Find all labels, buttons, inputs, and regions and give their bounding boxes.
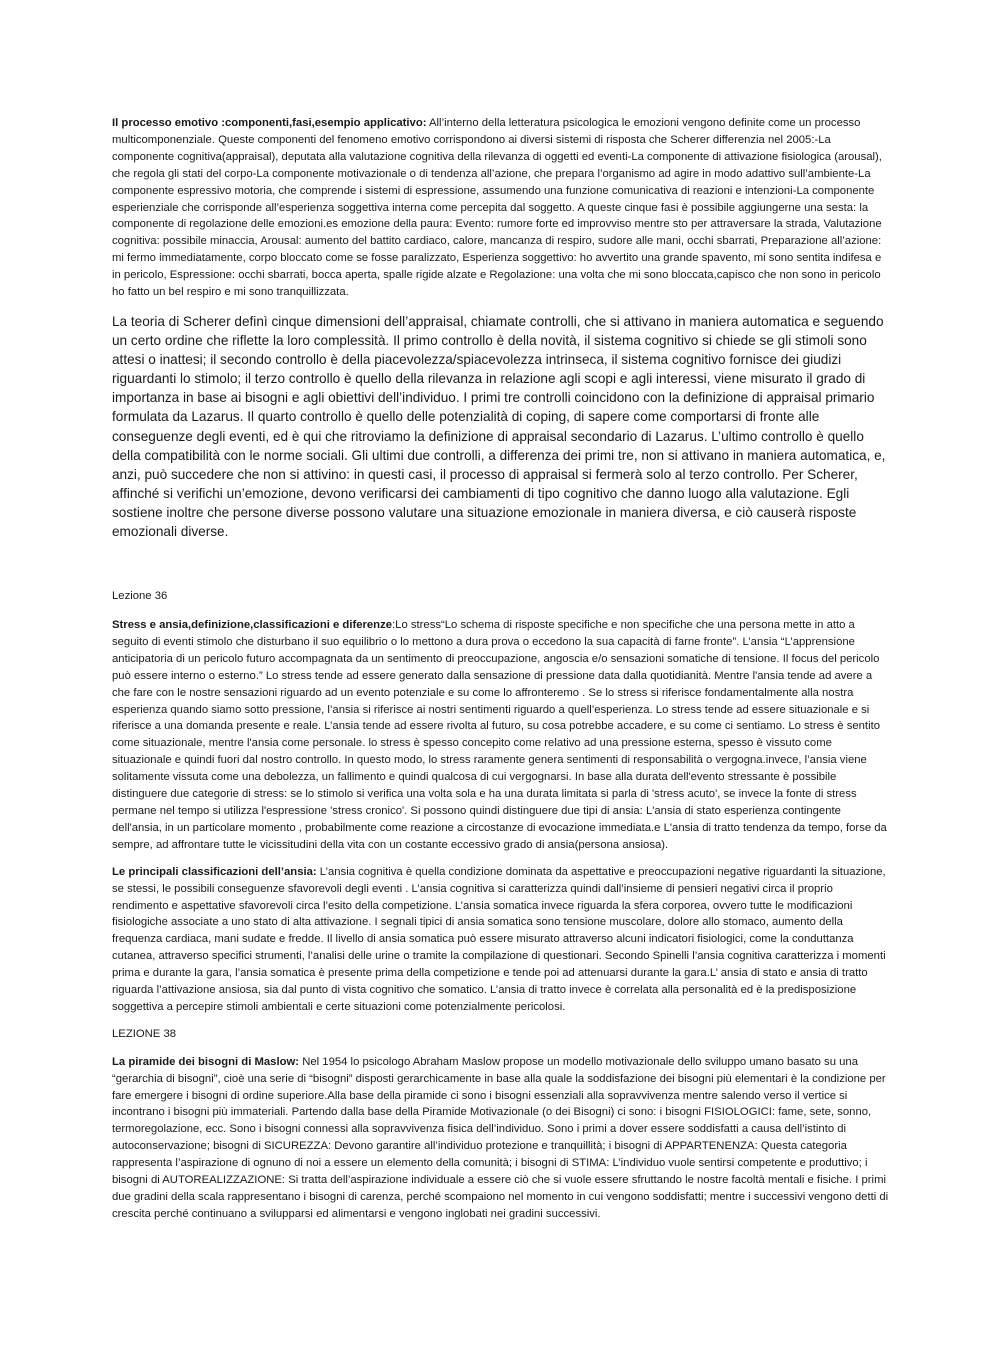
paragraph-scherer-theory: [112, 312, 890, 541]
lesson-heading-36: Lezione 36: [112, 590, 168, 603]
paragraph-title: La piramide dei bisogni di Maslow:: [112, 1055, 300, 1068]
paragraph-title: Le principali classificazioni dell’ansia:: [112, 865, 317, 878]
paragraph-body: Nel 1954 lo psicologo Abraham Maslow propose un modello motivazionale dello sviluppo umano basato su una “gerarchia di bisogni”, cioè una serie di “bisogni” disposti gerarchicamente in base alla quale la soddisfazione dei bisogni più elementari è la condizione per fare emergere i bisogni di ordine superiore.Alla base della piramide ci sono i bisogni essenziali alla sopravvivenza mentre salendo verso il vertice si incontrano i bisogni più immateriali. Partendo dalla base della Piramide Motivazionale (o dei Bisogni) ci sono: i bisogni FISIOLOGICI: fame, sete, sonno, termoregolazione, ecc. Sono i bisogni connessi alla sopravvivenza fisica dell’individuo. Sono i primi a dover essere soddisfatti a causa dell’istinto di autoconservazione; bisogni di SICUREZZA: Devono garantire all’individuo protezione e tranquillità; i bisogni di APPARTENENZA: Questa categoria rappresenta l’aspirazione di ognuno di noi a essere un elemento della comunità; i bisogni di STIMA: L’individuo vuole sentirsi competente e produttivo; i bisogni di AUTOREALIZZAZIONE: Si tratta dell’aspirazione individuale a essere ciò che si vuole essere sfruttando le nostre facoltà mentali e fisiche. I primi due gradini della scala rappresentano i bisogni di carenza, perché scompaiono nel momento in cui vengono soddisfatti; mentre i successivi vengono detti di crescita perché continuano a svilupparsi ed alimentarsi e vengono inglobati nei gradini successivi.: [112, 1055, 889, 1220]
paragraph-emotional-process: [112, 115, 890, 301]
paragraph-title: Il processo emotivo :componenti,fasi,esempio applicativo:: [112, 117, 427, 129]
paragraph-body: L’ansia cognitiva è quella condizione dominata da aspettative e preoccupazioni negative riguardanti la situazione, se stessi, le possibili conseguenze sfavorevoli degli eventi . L’ansia cognitiva si caratterizza quindi dall’insieme di pensieri negativi circa il proprio rendimento e aspettative sfavorevoli circa l’esito della competizione. L’ansia somatica invece riguarda la sfera corporea, ovvero tutte le modificazioni fisiologiche associate a uno stato di alta attivazione. I segnali tipici di ansia somatica sono tensione muscolare, dolore allo stomaco, aumento della frequenza cardiaca, mani sudate e fredde. Il livello di ansia somatica può essere misurato attraverso alcuni indicatori fisiologici, come la conduttanza cutanea, attraverso specifici strumenti, l’analisi delle urine o tramite la compilazione di questionari. Secondo Spinelli l’ansia cognitiva caratterizza i momenti prima e durante la gara, l’ansia somatica è presente prima della competizione e tende poi ad attenuarsi durante la gara.L’ ansia di stato e ansia di tratto riguarda l’attivazione ansiosa, sia dal punto di vista cognitivo che somatico. L’ansia di tratto invece è correlata alla personalità ed è la predisposizione soggettiva a percepire stimoli ambientali e certe situazioni come potenzialmente pericolosi.: [112, 865, 886, 1013]
paragraph-stress-anxiety: [112, 617, 890, 854]
paragraph-anxiety-classifications: [112, 864, 890, 1016]
paragraph-title: Stress e ansia,definizione,classificazioni e diferenze: [112, 619, 393, 631]
paragraph-maslow-pyramid: [112, 1054, 890, 1223]
lesson-heading-38: LEZIONE 38: [112, 1027, 177, 1040]
paragraph-body: La teoria di Scherer definì cinque dimensioni dell’appraisal, chiamate controlli, che si attivano in maniera automatica e seguendo un certo ordine che riflette la loro complessità. Il primo controllo è della novità, il sistema cognitivo si chiede se gli stimoli sono attesi o inattesi; il secondo controllo è della piacevolezza/spiacevolezza intrinseca, il sistema cognitivo fornisce dei giudizi riguardanti lo stimolo; il terzo controllo è quello della rilevanza in relazione agli scopi e agli interessi, viene misurato il grado di importanza in base ai bisogni e agli obiettivi dell’individuo. I primi tre controlli coincidono con la definizione di appraisal primario formulata da Lazarus. Il quarto controllo è quello delle potenzialità di coping, di sapere come comportarsi di fronte alle conseguenze degli eventi, ed è qui che ritroviamo la definizione di appraisal secondario di Lazarus. L’ultimo controllo è quello della compatibilità con le norme sociali. Gli ultimi due controlli, a differenza dei primi tre, non si attivano in maniera automatica, e, anzi, può succedere che non si attivino: in questi casi, il processo di appraisal si fermerà solo al terzo controllo. Per Scherer, affinché si verifichi un’emozione, devono verificarsi dei cambiamenti di tipo cognitivo che danno luogo alla valutazione. Egli sostiene inoltre che persone diverse possono valutare una situazione emozionale in maniera diversa, e ciò causerà risposte emozionali diverse.: [112, 313, 886, 539]
paragraph-body: All’interno della letteratura psicologica le emozioni vengono definite come un processo multicomponenziale. Queste componenti del fenomeno emotivo corrispondono ai diversi sistemi di risposta che Scherer differenzia nel 2005:-La componente cognitiva(appraisal), deputata alla valutazione cognitiva della rilevanza di oggetti ed eventi-La componente di attivazione fisiologica (arousal), che regola gli stati del corpo-La componente motivazionale o di tendenza all’azione, che prepara l’organismo ad agire in modo adattivo sull’ambiente-La componente espressivo motoria, che comprende i sistemi di espressione, assumendo una funzione comunicativa di reazioni e intenzioni-La componente esperienziale che corrisponde all’esperienza soggettiva interna come percepita dal soggetto. A queste cinque fasi è possibile aggiungerne una sesta: la componente di regolazione delle emozioni.es emozione della paura: Evento: rumore forte ed improvviso mentre sto per attraversare la strada, Valutazione cognitiva: possibile minaccia, Arousal: aumento del battito cardiaco, calore, mancanza di respiro, sudore alle mani, occhi sbarrati, Preparazione all’azione: mi fermo immediatamente, corpo bloccato come se fosse paralizzato, Esperienza soggettivo: ho avvertito una grande spavento, mi sono sentita indifesa e in pericolo, Espressione: occhi sbarrati, bocca aperta, spalle rigide alzate e Regolazione: una volta che mi sono bloccata,capisco che non sono in pericolo ho fatto un bel respiro e mi sono tranquillizzata.: [112, 117, 882, 299]
paragraph-body: :Lo stress“Lo schema di risposte specifiche e non specifiche che una persona mette in atto a seguito di eventi stimolo che disturbano il suo equilibrio o lo mettono a dura prova o eccedono la sua capacità di farne fronte”. L’ansia “L’apprensione anticipatoria di un pericolo futuro accompagnata da un sentimento di preoccupazione, angoscia e/o sensazioni somatiche di tensione. Il focus del pericolo può essere interno o esterno.” Lo stress tende ad essere generato dalla sensazione di pressione data dalla quotidianità. Mentre l'ansia tende ad avere a che fare con le nostre sensazioni riguardo ad un evento potenziale e su come lo affronteremo . Se lo stress si riferisce fondamentalmente alla nostra esperienza quando siamo sotto pressione, l’ansia si riferisce ai nostri sentimenti riguardo a quell’esperienza. Lo stress tende ad essere situazionale e si riferisce a una domanda presente e reale. L’ansia tende ad essere rivolta al futuro, su cosa potrebbe accadere, e su come ci sentiamo. Lo stress è sentito come situazionale, mentre l'ansia come personale. lo stress è spesso concepito come relativo ad una pressione esterna, spesso è vissuto come situazionale e quindi fuori dal nostro controllo. In questo modo, lo stress raramente genera sentimenti di responsabilità o vergogna.invece, l’ansia viene solitamente vissuta come una debolezza, un fallimento e quindi qualcosa di cui vergognarsi. In base alla durata dell'evento stressante è possibile distinguere due categorie di stress: se lo stimolo si verifica una volta sola e ha una durata limitata si parla di 'stress acuto', se invece la fonte di stress permane nel tempo si utilizza l'espressione 'stress cronico'. Si possono quindi distinguere due tipi di ansia: L'ansia di stato esperienza contingente dell'ansia, in un particolare momento , probabilmente come reazione a circostanze di evocazione immediata.e L'ansia di tratto tendenza da tempo, forse da sempre, ad affrontare tutte le vicissitudini della vita con un costante eccessivo grado di ansia(persona ansiosa).: [112, 619, 887, 851]
